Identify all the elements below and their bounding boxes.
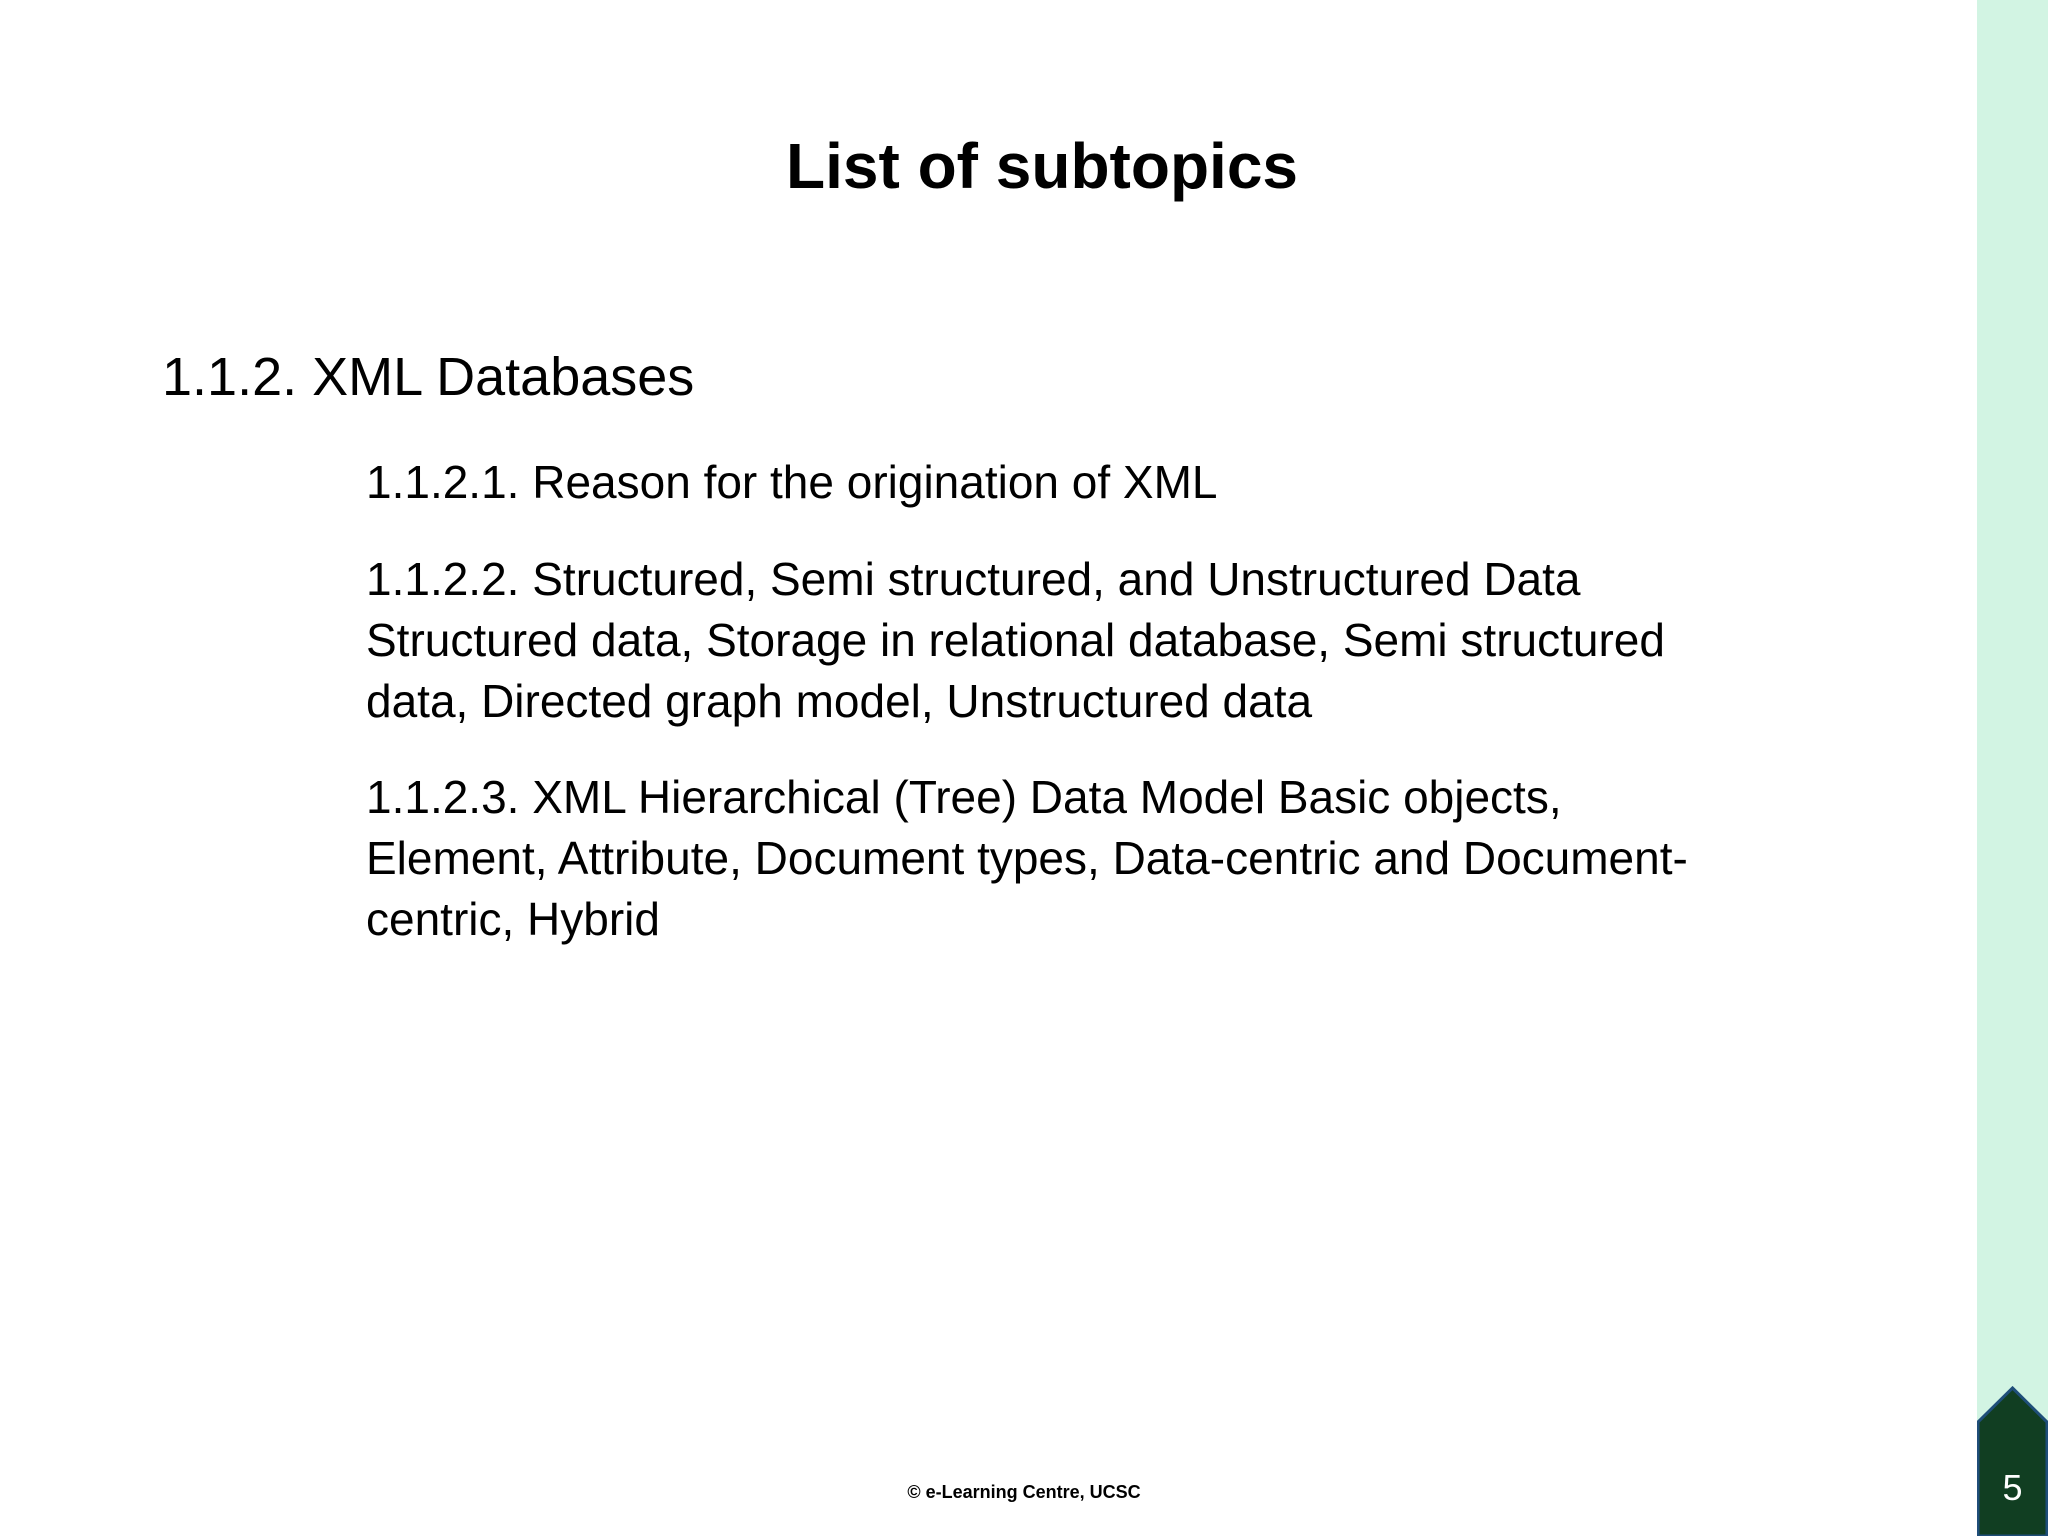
subtopic-line: data, Directed graph model, Unstructured data [366, 675, 1313, 727]
footer-copyright: © e-Learning Centre, UCSC [907, 1482, 1141, 1502]
subtopic-item [366, 549, 1866, 732]
page-number-badge [1977, 1386, 2048, 1536]
subtopic-line: centric, Hybrid [366, 893, 660, 945]
subtopic-item [366, 767, 1866, 950]
subtopic-line: 1.1.2.3. XML Hierarchical (Tree) Data Model Basic objects, [366, 771, 1562, 823]
subtopic-line: 1.1.2.2. Structured, Semi structured, and Unstructured Data [366, 553, 1581, 605]
side-accent-strip [1977, 0, 2048, 1536]
subtopic-line: Structured data, Storage in relational database, Semi structured [366, 614, 1665, 666]
badge-pentagon-icon [1977, 1386, 2048, 1536]
subtopic-line: 1.1.2.1. Reason for the origination of XML [366, 456, 1218, 508]
page-number: 5 [2002, 1467, 2023, 1508]
slide-title: List of subtopics [786, 130, 1298, 202]
subtopic-item [366, 452, 1866, 513]
subtopic-line: Element, Attribute, Document types, Data-centric and Document- [366, 832, 1688, 884]
section-heading: 1.1.2. XML Databases [162, 347, 695, 407]
